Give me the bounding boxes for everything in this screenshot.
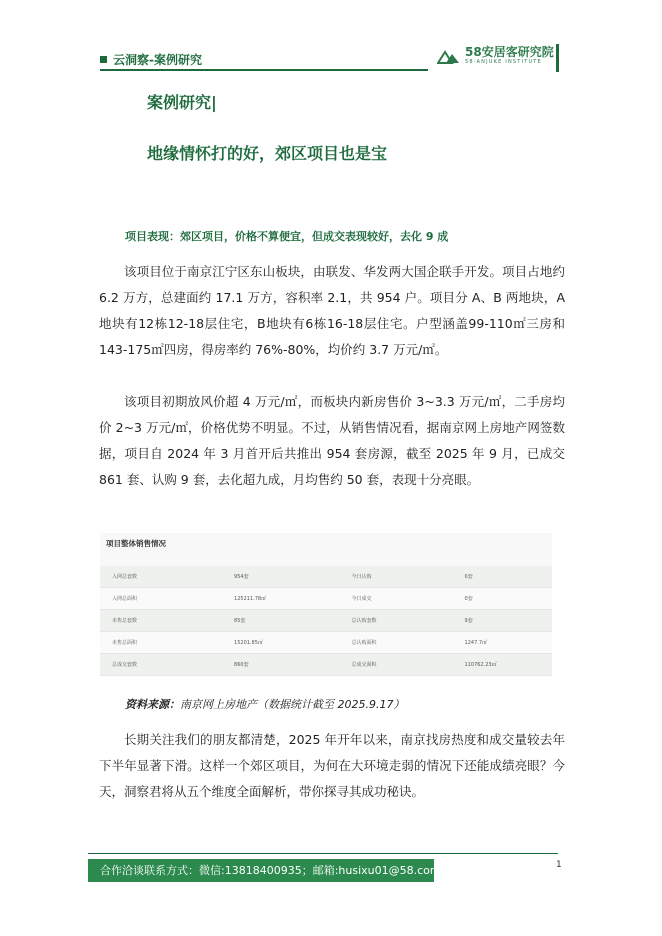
table-row [100,632,552,654]
logo-chinese-text: 58安居客研究院 [465,45,554,59]
section-heading: 案例研究| [147,93,217,112]
table-cell: 85套 [222,610,340,632]
footer-contact: 合作洽谈联系方式：微信:13818400935；邮箱:husixu01@58.com； [88,859,434,882]
square-bullet-icon [100,56,107,63]
table-cell: 125211.78㎡ [222,588,340,610]
table-cell: 总认购套数 [340,610,453,632]
source-label: 资料来源： [125,698,180,711]
table-cell: 总成交套数 [100,654,222,676]
table-cell: 15201.85㎡ [222,632,340,654]
sales-table [100,566,552,676]
table-cell: 860套 [222,654,340,676]
brand-logo [437,46,554,66]
header-section [100,51,202,68]
table-cell: 0套 [453,588,552,610]
table-cell: 总认购面积 [340,632,453,654]
paragraph-sales-performance: 该项目初期放风价超 4 万元/㎡，而板块内新房售价 3~3.3 万元/㎡，二手房均价 2~3 万元/㎡，价格优势不明显。不过，从销售情况看，据南京网上房地产网签数据，项目自 2024 年 3 月首开后共推出 954 套房源，截至 2025 年 9 月，已成交 861 套、认购 9 套，去化超九成，月均售约 50 套，表现十分亮眼。 [99,394,565,487]
subheading: 项目表现：郊区项目，价格不算便宜，但成交表现较好，去化 9 成 [125,230,449,243]
table-title: 项目整体销售情况 [106,539,166,548]
paragraph-project-intro: 该项目位于南京江宁区东山板块，由联发、华发两大国企联手开发。项目占地约 6.2 万方，总建面约 17.1 万方，容积率 2.1，共 954 户。项目分 A、B 两地块，A 地块有12栋12-18层住宅，B地块有6栋16-18层住宅。户型涵盖99-110㎡三房和143-175㎡四房，得房率约 76%-80%，均价约 3.7 万元/㎡。 [99,264,565,357]
table-row [100,566,552,588]
logo-english-text: 58·ANJUKE INSTITUTE [465,59,542,65]
table-cell: 0套 [453,566,552,588]
table-cell: 今日认购 [340,566,453,588]
paragraph-analysis-intro: 长期关注我们的朋友都清楚，2025 年开年以来，南京找房热度和成交量较去年下半年显著下滑。这样一个郊区项目，为何在大环境走弱的情况下还能成绩亮眼？今天，洞察君将从五个维度全面解析，带你探寻其成功秘诀。 [99,732,565,799]
table-row [100,654,552,676]
table-cell: 1247.7㎡ [453,632,552,654]
table-cell: 9套 [453,610,552,632]
header-rule [100,69,428,71]
sales-table-figure [100,533,552,676]
table-cell: 954套 [222,566,340,588]
data-source-note [125,696,404,712]
table-row [100,610,552,632]
header-accent-bar [556,44,559,72]
table-cell: 入网总套数 [100,566,222,588]
table-row [100,588,552,610]
table-cell: 今日成交 [340,588,453,610]
page-number: 1 [556,860,562,870]
house-logo-icon [437,48,461,64]
header-section-label: 云洞察-案例研究 [113,53,202,67]
table-cell: 未售总面积 [100,632,222,654]
table-cell: 入网总面积 [100,588,222,610]
article-title: 地缘情怀打的好，郊区项目也是宝 [147,144,388,163]
table-cell: 未售总套数 [100,610,222,632]
table-cell: 总成交面积 [340,654,453,676]
table-cell: 110762.23㎡ [453,654,552,676]
source-text: 南京网上房地产（数据统计截至 2025.9.17） [180,698,405,711]
footer-rule [88,853,558,854]
